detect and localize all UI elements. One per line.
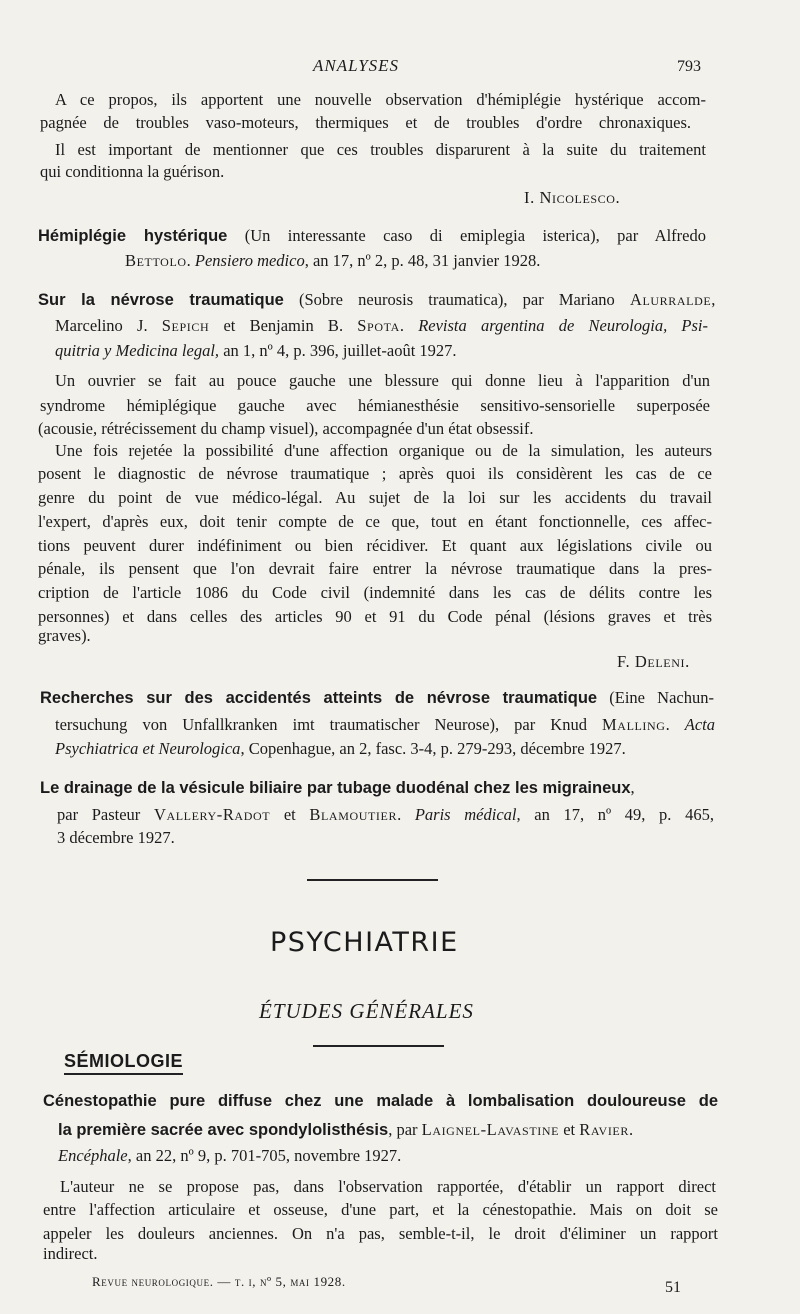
signature-deleni: F. Deleni. [617, 652, 690, 671]
intro-line-1: A ce propos, ils apportent une nouvelle observation d'hémiplégie hystérique accom- [55, 90, 706, 109]
entry5-details: , an 22, nº 9, p. 701-705, novembre 1927. [127, 1146, 402, 1165]
entry3-line-3 [55, 739, 626, 759]
intro-line-4: qui conditionna la guérison. [40, 162, 225, 181]
entry1-author: Bettolo [125, 251, 187, 270]
entry2-title: Sur la névrose traumatique [38, 291, 284, 309]
entry5-author1: Laignel-Lavastine [421, 1120, 560, 1139]
entry3-line-2: tersuchung von Unfallkranken imt traumatischer Neurose), par Knud Malling. Acta [55, 715, 715, 734]
entry3-line-1: Recherches sur des accidentés atteints de névrose traumatique (Eine Nachun- [40, 688, 714, 707]
entry1-line-1 [38, 226, 706, 246]
signature-nicolesco: I. Nicolesco. [524, 188, 621, 207]
entry5-para-line-2: entre l'affection articulaire et osseuse, d'une part, et la cénestopathie. Mais on doit se [43, 1200, 718, 1219]
divider-top [307, 879, 438, 881]
entry4-line-2: par Pasteur Vallery-Radot et Blamoutier. Paris médical, an 17, nº 49, p. 465, [57, 805, 714, 824]
entry2-para1-line-1: Un ouvrier se fait au pouce gauche une blessure qui donne lieu à l'apparition d'un [55, 371, 710, 390]
entry2-para2-line-7: cription de l'article 1086 du Code civil (indemnité dans les cas de délits contre les [38, 583, 712, 602]
entry5-author2: Ravier [579, 1120, 629, 1139]
entry2-para2-line-5: tions peuvent durer indéfiniment ou bien récidiver. Et quant aux législations civile ou [38, 536, 712, 555]
entry4-journal: Paris médical [414, 805, 517, 824]
entry2-para1-line-2: syndrome hémiplégique gauche avec hémianesthésie sensitivo-sensorielle superposée [40, 396, 710, 415]
entry1-line-2: Bettolo. Pensiero medico, an 17, nº 2, p. 48, 31 janvier 1928. [125, 251, 541, 270]
entry2-author2: Sepich [161, 316, 210, 335]
entry4-line-3: 3 décembre 1927. [57, 828, 175, 847]
entry4-title: Le drainage de la vésicule biliaire par tubage duodénal chez les migraineux [40, 779, 631, 797]
entry1-details: , an 17, nº 2, p. 48, 31 janvier 1928. [304, 251, 541, 270]
entry5-line-3 [58, 1146, 401, 1166]
entry5-para-line-1: L'auteur ne se propose pas, dans l'observation rapportée, d'établir un rapport direct [60, 1177, 716, 1196]
entry2-para2-line-1: Une fois rejetée la possibilité d'une affection organique ou de la simulation, les auteurs [55, 441, 712, 460]
entry4-author1: Vallery-Radot [153, 805, 271, 824]
entry4-line-1: Le drainage de la vésicule biliaire par tubage duodénal chez les migraineux, [40, 778, 635, 797]
entry2-journal: Revista argentina de Neurologia, Psi- [418, 316, 708, 335]
entry2-author3: Spota [357, 316, 400, 335]
entry3-title: Recherches sur des accidentés atteints de névrose traumatique [40, 689, 598, 707]
entry1-journal: Pensiero medico [194, 251, 305, 270]
section-title: PSYCHIATRIE [270, 927, 459, 958]
entry2-line-3: quitria y Medicina legal, an 1, nº 4, p. 396, juillet-août 1927. [55, 341, 457, 360]
entry2-para2-line-3: genre du point de vue médico-légal. Au sujet de la loi sur les accidents du travail [38, 488, 712, 507]
subsection-title: SÉMIOLOGIE [64, 1051, 183, 1075]
entry2-line-2: Marcelino J. Sepich et Benjamin B. Spota. Revista argentina de Neurologia, Psi- [55, 316, 708, 335]
running-title: ANALYSES [313, 56, 400, 75]
entry4-author2: Blamoutier [309, 805, 398, 824]
entry3-details: , Copenhague, an 2, fasc. 3-4, p. 279-293, décembre 1927. [240, 739, 626, 758]
entry1-subtitle: (Un interessante caso di emiplegia isterica), par Alfredo [227, 226, 706, 245]
entry5-journal: Encéphale [58, 1146, 128, 1165]
entry2-line-1: Sur la névrose traumatique (Sobre neurosis traumatica), par Mariano Alurralde, [38, 290, 716, 309]
entry5-title: Cénestopathie pure diffuse chez une malade à lombalisation douloureuse de [43, 1092, 718, 1110]
entry2-para1-line-3: (acousie, rétrécissement du champ visuel), accompagnée d'un état obsessif. [38, 419, 534, 438]
entry2-para2-line-4: l'expert, d'après eux, doit tenir compte de ce que, tout en étant fonctionnelle, ces affec- [38, 512, 712, 531]
entry5-line-2: la première sacrée avec spondylolisthésis, par Laignel-Lavastine et Ravier. [58, 1120, 634, 1139]
entry2-author1: Alurralde, [629, 290, 716, 309]
entry2-para2-line-2: posent le diagnostic de névrose traumatique ; après quoi ils considèrent les cas de ce [38, 464, 712, 483]
footer-page-number: 51 [665, 1279, 681, 1296]
entry2-para2-line-9: graves). [38, 626, 91, 645]
page-number: 793 [677, 58, 701, 75]
entry2-details: an 1, nº 4, p. 396, juillet-août 1927. [219, 341, 457, 360]
entry3-author: Malling [602, 715, 666, 734]
footer-journal-ref: Revue neurologique. — t. i, nº 5, mai 1928. [92, 1274, 346, 1289]
entry5-line-1 [43, 1091, 718, 1111]
entry5-para-line-4: indirect. [43, 1244, 98, 1263]
section-subtitle: ÉTUDES GÉNÉRALES [259, 999, 474, 1023]
divider-bottom [313, 1045, 444, 1047]
entry2-para2-line-6: pénale, ils pensent que l'on devrait faire entrer la névrose traumatique dans la pres- [38, 559, 712, 578]
entry2-para2-line-8: personnes) et dans celles des articles 90 et 91 du Code pénal (lésions graves et très [38, 607, 712, 626]
entry5-para-line-3: appeler les douleurs anciennes. On n'a pas, semble-t-il, le droit d'éliminer un rapport [43, 1224, 718, 1243]
intro-line-2: pagnée de troubles vaso-moteurs, thermiques et de troubles d'ordre chronaxiques. [40, 113, 691, 132]
entry4-details: , an 17, nº 49, p. 465, [516, 805, 714, 824]
entry1-title: Hémiplégie hystérique [38, 227, 228, 245]
entry3-journal: Psychiatrica et Neurologica [55, 739, 241, 758]
intro-line-3: Il est important de mentionner que ces troubles disparurent à la suite du traitement [55, 140, 706, 159]
